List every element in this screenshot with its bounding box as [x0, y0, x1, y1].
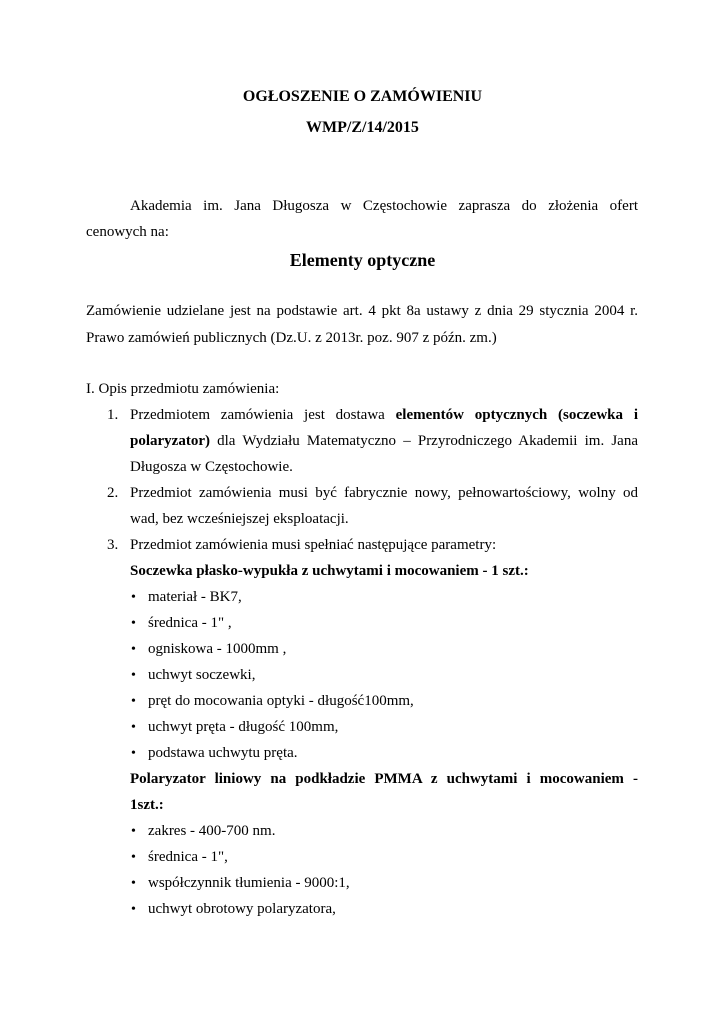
- item-2-number: 2.: [107, 485, 119, 501]
- polarizer-spec-rotary-holder: uchwyt obrotowy polaryzatora,: [148, 901, 336, 917]
- item-2-line-1: Przedmiot zamówienia musi być fabrycznie nowy, pełnowartościowy, wolny od: [130, 485, 638, 501]
- intro-line-2: cenowych na:: [86, 224, 169, 240]
- document-number: WMP/Z/14/2015: [306, 119, 419, 136]
- bullet-icon: •: [131, 902, 136, 917]
- bullet-icon: •: [131, 668, 136, 683]
- section-heading: I. Opis przedmiotu zamówienia:: [86, 381, 280, 397]
- lens-spec-focal-length: ogniskowa - 1000mm ,: [148, 641, 287, 657]
- item-3-line-1: Przedmiot zamówienia musi spełniać następujące parametry:: [130, 537, 497, 553]
- polarizer-heading-line-2: 1szt.:: [130, 797, 164, 813]
- bullet-icon: •: [131, 616, 136, 631]
- bullet-icon: •: [131, 642, 136, 657]
- item-3-number: 3.: [107, 537, 119, 553]
- lens-spec-rod-holder: uchwyt pręta - długość 100mm,: [148, 719, 339, 735]
- bullet-icon: •: [131, 694, 136, 709]
- lens-spec-base: podstawa uchwytu pręta.: [148, 745, 298, 761]
- item-1-line-2-text: dla Wydziału Matematyczno – Przyrodniczego Akademii im. Jana: [209, 433, 638, 449]
- bullet-icon: •: [131, 746, 136, 761]
- polarizer-spec-extinction: współczynnik tłumienia - 9000:1,: [148, 875, 350, 891]
- item-1-line-2: [130, 433, 638, 450]
- document-title: OGŁOSZENIE O ZAMÓWIENIU: [242, 88, 483, 105]
- item-1-line-3: Długosza w Częstochowie.: [130, 459, 293, 475]
- legal-basis-line-1: Zamówienie udzielane jest na podstawie art. 4 pkt 8a ustawy z dnia 29 stycznia 2004 r.: [86, 303, 638, 319]
- polarizer-spec-diameter: średnica - 1",: [148, 849, 228, 865]
- item-1-line-2-bold: polaryzator): [130, 433, 210, 449]
- lens-heading: Soczewka płasko-wypukła z uchwytami i mocowaniem - 1 szt.:: [130, 563, 529, 579]
- lens-spec-rod: pręt do mocowania optyki - długość100mm,: [148, 693, 414, 709]
- polarizer-spec-range: zakres - 400-700 nm.: [148, 823, 276, 839]
- item-1-line-1-text: Przedmiotem zamówienia jest dostawa: [130, 407, 396, 423]
- order-subject: Elementy optyczne: [289, 250, 436, 270]
- bullet-icon: •: [131, 720, 136, 735]
- legal-basis-line-2: Prawo zamówień publicznych (Dz.U. z 2013r. poz. 907 z późn. zm.): [86, 330, 497, 346]
- item-1-number: 1.: [107, 407, 119, 423]
- bullet-icon: •: [131, 824, 136, 839]
- lens-spec-lens-holder: uchwyt soczewki,: [148, 667, 256, 683]
- item-2-line-2: wad, bez wcześniejszej eksploatacji.: [130, 511, 349, 527]
- lens-spec-material: materiał - BK7,: [148, 589, 242, 605]
- intro-line-1: Akademia im. Jana Długosza w Częstochowie zaprasza do złożenia ofert: [130, 198, 638, 214]
- bullet-icon: •: [131, 850, 136, 865]
- bullet-icon: •: [131, 590, 136, 605]
- bullet-icon: •: [131, 876, 136, 891]
- lens-spec-diameter: średnica - 1" ,: [148, 615, 232, 631]
- item-1-line-1: [130, 407, 638, 424]
- item-1-line-1-bold: elementów optycznych (soczewka i: [395, 407, 638, 423]
- polarizer-heading-line-1: Polaryzator liniowy na podkładzie PMMA z uchwytami i mocowaniem -: [130, 771, 638, 787]
